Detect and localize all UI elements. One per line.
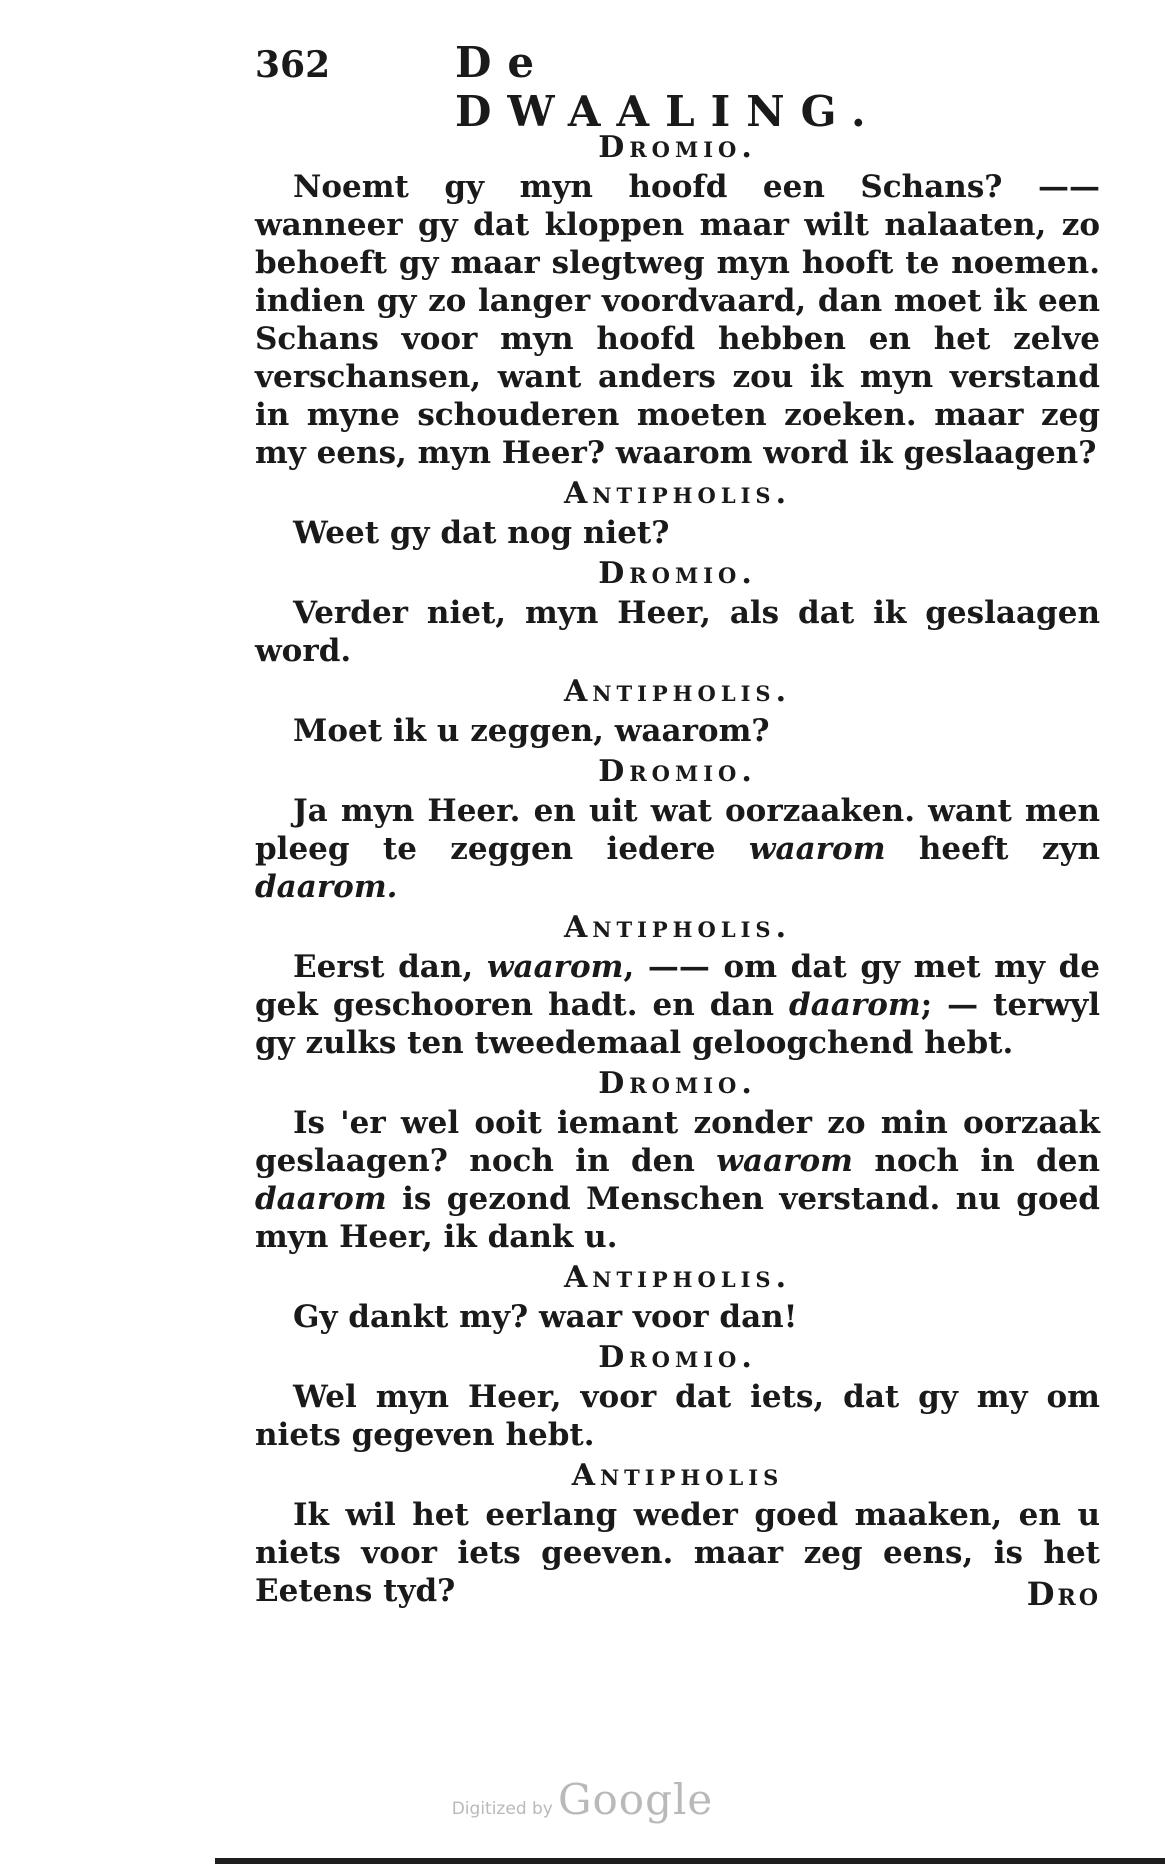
speech-fragment: heeft zyn [885,831,1100,867]
speaker-name: Dromio. [598,1340,757,1375]
italic-word: waarom [486,949,624,985]
speech-text: Weet gy dat nog niet? [293,515,670,551]
speech-text: Verder niet, myn Heer, als dat ik geslaagen word. [255,595,1100,669]
running-title: De DWAALING. [455,38,882,136]
speech-fragment: Eerst dan, [293,949,487,985]
speech-text: Noemt gy myn hoofd een Schans? —— wanneer gy dat kloppen maar wilt nalaaten, zo behoeft gy maar slegtweg myn hooft te noemen. indien gy zo langer voordvaard, dan moet ik een Schans voor myn hoofd hebben en het zelve verschansen, want anders zou ik myn verstand in myne schouderen moeten zoeken. maar zeg my eens, myn Heer? waarom word ik geslaagen? [255,169,1100,471]
speech-text: Ik wil het eerlang weder goed maaken, en u niets voor iets geeven. maar zeg eens, is het Eetens tyd? [255,1497,1100,1609]
speech-fragment: ; — terwyl gy zulks ten tweedemaal geloogchend hebt. [255,987,1100,1061]
speech-fragment: is gezond Menschen verstand. nu goed myn Heer, ik dank u. [255,1181,1100,1255]
speech-fragment: Is 'er wel ooit iemant zonder zo min oorzaak geslaagen? noch in den [255,1105,1100,1179]
speaker-name: Dromio. [598,1066,757,1101]
speech-text [255,1104,1100,1256]
speaker-name: Dromio. [598,556,757,591]
speaker-name: Dromio. [598,130,757,165]
speaker-name: Antipholis. [563,1260,792,1295]
speech-text [255,948,1100,1062]
italic-word: daarom [789,987,921,1023]
bottom-edge-rule [215,1858,1165,1864]
italic-word: daarom. [255,869,398,905]
italic-word: daarom [255,1181,387,1217]
digitized-by-text: Digitized by [451,1799,553,1819]
speech-text: Moet ik u zeggen, waarom? [293,713,770,749]
catchword: Dro [1026,1575,1101,1613]
speaker-name: Antipholis. [563,476,792,511]
speech-text: Wel myn Heer, voor dat iets, dat gy my om niets gegeven hebt. [255,1379,1100,1453]
page-header [255,38,955,136]
speaker-name: Antipholis. [563,910,792,945]
speaker-name: Antipholis. [563,674,792,709]
google-logo-text: Google [557,1775,714,1824]
speaker-name: Dromio. [598,754,757,789]
dialogue-body [255,128,1100,1612]
speech-fragment: Ja myn Heer. en uit wat oorzaaken. want men pleeg te zeggen iedere [255,793,1100,867]
speech-text [255,792,1100,906]
speech-fragment: noch in den [852,1143,1100,1179]
digitization-watermark [0,1775,1165,1824]
page-number: 362 [255,44,331,86]
speech-fragment: , —— om dat gy met my de gek geschooren hadt. en dan [255,949,1100,1023]
speaker-name: Antipholis [571,1458,784,1493]
italic-word: waarom [716,1143,853,1179]
speech-text: Gy dankt my? waar voor dan! [293,1299,798,1335]
italic-word: waarom [748,831,886,867]
